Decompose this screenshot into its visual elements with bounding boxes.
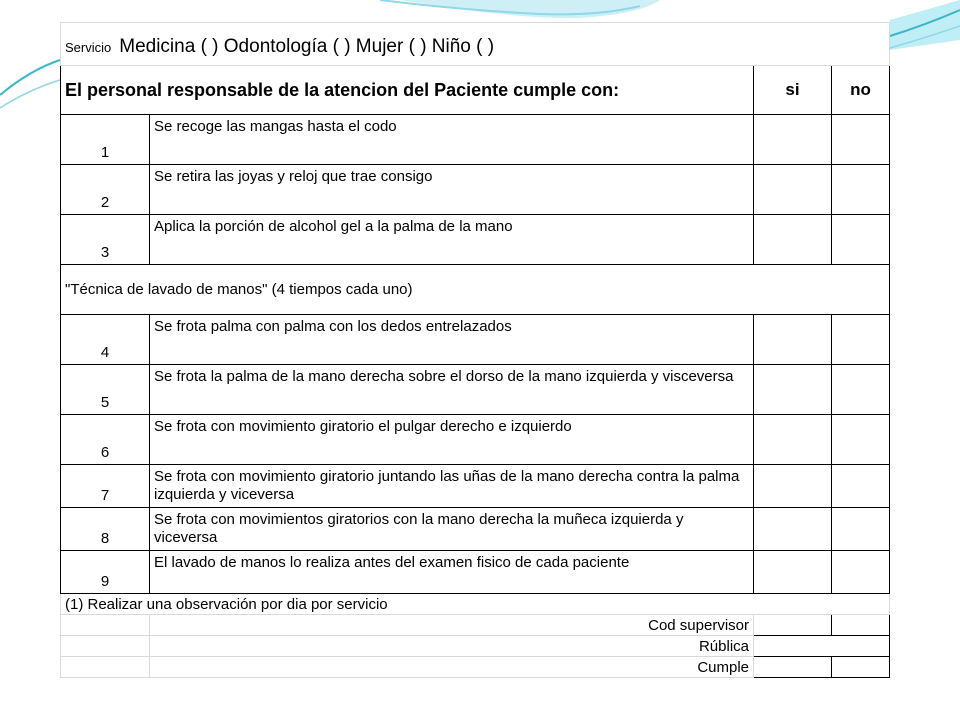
item-text: Se frota palma con palma con los dedos entrelazados [150,315,754,365]
service-row [61,23,890,66]
no-cell[interactable] [832,215,890,265]
item-number: 7 [61,465,150,508]
item-number: 1 [61,115,150,165]
rublica-label: Rública [150,636,754,657]
no-cell[interactable] [832,465,890,508]
cumple-label: Cumple [150,657,754,678]
service-label: Servicio [65,40,112,55]
footer-row [61,615,890,636]
table-row [61,415,890,465]
item-text: Se frota con movimiento giratorio el pulgar derecho e izquierdo [150,415,754,465]
si-cell[interactable] [754,415,832,465]
table-row [61,215,890,265]
table-row [61,465,890,508]
si-cell[interactable] [754,508,832,551]
cumple-si-cell[interactable] [754,657,832,678]
checklist-table [60,22,890,678]
item-text: Se retira las joyas y reloj que trae consigo [150,165,754,215]
table-row [61,165,890,215]
checklist-sheet [60,22,889,676]
no-cell[interactable] [832,315,890,365]
cod-supervisor-no-cell[interactable] [832,615,890,636]
si-cell[interactable] [754,465,832,508]
col-si-header: si [754,66,832,115]
item-text: Se frota la palma de la mano derecha sobre el dorso de la mano izquierda y visceversa [150,365,754,415]
si-cell[interactable] [754,365,832,415]
item-text: Aplica la porción de alcohol gel a la palma de la mano [150,215,754,265]
si-cell[interactable] [754,315,832,365]
table-row [61,508,890,551]
header-text: El personal responsable de la atencion del Paciente cumple con: [61,66,754,115]
item-text: Se frota con movimiento giratorio juntando las uñas de la mano derecha contra la palma izquierda y viceversa [150,465,754,508]
service-options[interactable]: Medicina ( ) Odontología ( ) Mujer ( ) Niño ( ) [119,36,495,57]
note-row [61,594,890,615]
cod-supervisor-si-cell[interactable] [754,615,832,636]
col-no-header: no [832,66,890,115]
item-text: Se frota con movimientos giratorios con la mano derecha la muñeca izquierda y viceversa [150,508,754,551]
table-row [61,315,890,365]
si-cell[interactable] [754,115,832,165]
si-cell[interactable] [754,215,832,265]
item-text: Se recoge las mangas hasta el codo [150,115,754,165]
no-cell[interactable] [832,365,890,415]
item-number: 9 [61,551,150,594]
no-cell[interactable] [832,415,890,465]
table-row [61,551,890,594]
footer-blank [61,615,150,636]
footer-row [61,657,890,678]
item-number: 3 [61,215,150,265]
cumple-no-cell[interactable] [832,657,890,678]
item-number: 8 [61,508,150,551]
footer-blank [61,636,150,657]
section-row [61,265,890,315]
no-cell[interactable] [832,165,890,215]
no-cell[interactable] [832,115,890,165]
item-number: 2 [61,165,150,215]
item-number: 5 [61,365,150,415]
table-row [61,365,890,415]
note-text: (1) Realizar una observación por dia por servicio [61,594,890,615]
no-cell[interactable] [832,508,890,551]
si-cell[interactable] [754,165,832,215]
cod-supervisor-label: Cod supervisor [150,615,754,636]
footer-row [61,636,890,657]
item-number: 4 [61,315,150,365]
si-cell[interactable] [754,551,832,594]
section-title: "Técnica de lavado de manos" (4 tiempos cada uno) [61,265,890,315]
service-selection [61,23,890,66]
item-number: 6 [61,415,150,465]
no-cell[interactable] [832,551,890,594]
footer-blank [61,657,150,678]
table-row [61,115,890,165]
rublica-cell[interactable] [754,636,890,657]
header-row [61,66,890,115]
item-text: El lavado de manos lo realiza antes del examen fisico de cada paciente [150,551,754,594]
